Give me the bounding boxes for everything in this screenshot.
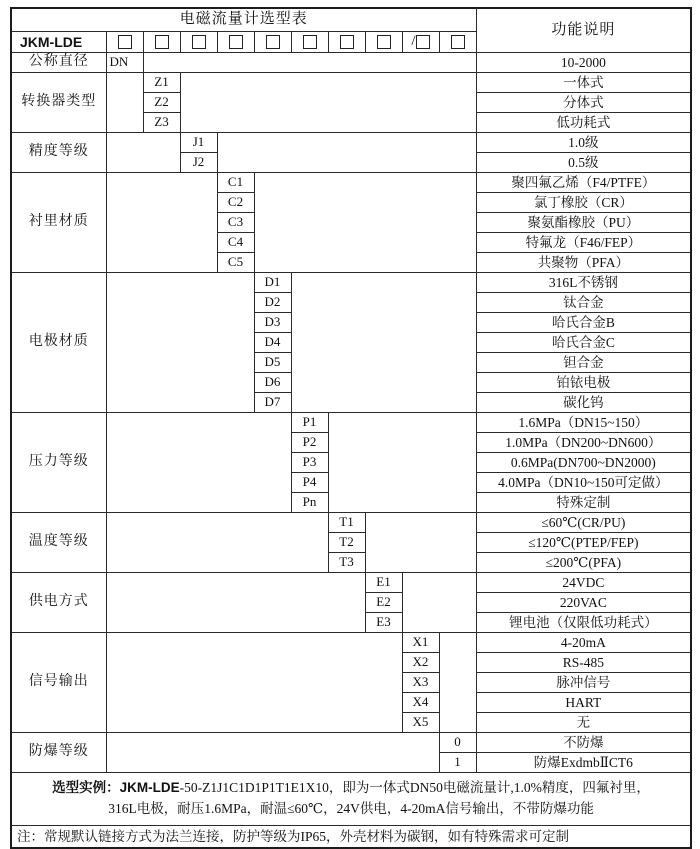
- desc-cell: 4-20mA: [476, 633, 691, 653]
- spacer-cell: [106, 133, 180, 173]
- code-cell: E1: [365, 573, 402, 593]
- code-cell: X2: [402, 653, 439, 673]
- model-code-box-7[interactable]: [328, 32, 365, 53]
- desc-cell: 1.0级: [476, 133, 691, 153]
- example-rest: -50-Z1J1C1D1P1T1E1X10，即为一体式DN50电磁流量计,1.0%精度，四氟衬里，: [179, 780, 650, 796]
- spacer-cell: [106, 273, 254, 413]
- code-cell: T3: [328, 553, 365, 573]
- selection-example-text: [11, 773, 691, 826]
- model-code-box-5[interactable]: [254, 32, 291, 53]
- desc-cell: 特殊定制: [476, 493, 691, 513]
- spacer-cell: [328, 413, 476, 513]
- model-code-box-6[interactable]: [291, 32, 328, 53]
- model-code-box-9[interactable]: [402, 32, 439, 53]
- code-cell: D2: [254, 293, 291, 313]
- code-cell: T1: [328, 513, 365, 533]
- table-title: 电磁流量计选型表: [11, 8, 476, 32]
- spacer-cell: [106, 173, 217, 273]
- code-cell: D3: [254, 313, 291, 333]
- checkbox-icon: [416, 35, 430, 49]
- model-code-box-2[interactable]: [143, 32, 180, 53]
- code-cell: P2: [291, 433, 328, 453]
- spacer-cell: [402, 573, 476, 633]
- code-cell: D1: [254, 273, 291, 293]
- spacer-cell: [291, 273, 476, 413]
- checkbox-icon: [451, 35, 465, 49]
- code-cell: D4: [254, 333, 291, 353]
- selection-table: [10, 7, 692, 849]
- desc-cell: 一体式: [476, 73, 691, 93]
- desc-cell: 0.5级: [476, 153, 691, 173]
- desc-cell: 哈氏合金B: [476, 313, 691, 333]
- code-cell: X5: [402, 713, 439, 733]
- category-label-accuracy: 精度等级: [11, 133, 106, 173]
- spacer-cell: [365, 513, 476, 573]
- code-cell: 1: [439, 753, 476, 773]
- code-cell: 0: [439, 733, 476, 753]
- model-code-box-1[interactable]: [106, 32, 143, 53]
- code-cell: C5: [217, 253, 254, 273]
- spacer-cell: [106, 73, 143, 133]
- code-cell: J2: [180, 153, 217, 173]
- category-label-converter: 转换器类型: [11, 73, 106, 133]
- category-label-temperature: 温度等级: [11, 513, 106, 573]
- code-cell: C2: [217, 193, 254, 213]
- spacer-cell: [106, 733, 439, 773]
- desc-cell: ≤120℃(PTEP/FEP): [476, 533, 691, 553]
- checkbox-icon: [229, 35, 243, 49]
- checkbox-icon: [303, 35, 317, 49]
- model-code-box-8[interactable]: [365, 32, 402, 53]
- desc-cell: 锂电池（仅限低功耗式）: [476, 613, 691, 633]
- code-cell: C3: [217, 213, 254, 233]
- code-cell: P1: [291, 413, 328, 433]
- desc-cell: 聚氨酯橡胶（PU）: [476, 213, 691, 233]
- desc-cell: 共聚物（PFA）: [476, 253, 691, 273]
- desc-cell: 24VDC: [476, 573, 691, 593]
- model-code-box-3[interactable]: [180, 32, 217, 53]
- desc-cell: 低功耗式: [476, 113, 691, 133]
- category-label-electrode: 电极材质: [11, 273, 106, 413]
- example-line2: 316L电极，耐压1.6MPa，耐温≤60℃，24V供电，4-20mA信号输出，不带防爆功能: [108, 801, 594, 816]
- code-cell: D5: [254, 353, 291, 373]
- desc-cell: 哈氏合金C: [476, 333, 691, 353]
- desc-cell: 特氟龙（F46/FEP）: [476, 233, 691, 253]
- desc-cell: 钛合金: [476, 293, 691, 313]
- code-cell: D6: [254, 373, 291, 393]
- model-code-box-10[interactable]: [439, 32, 476, 53]
- code-cell: E3: [365, 613, 402, 633]
- code-cell: X3: [402, 673, 439, 693]
- code-cell: P3: [291, 453, 328, 473]
- desc-cell: ≤60℃(CR/PU): [476, 513, 691, 533]
- code-cell: Z1: [143, 73, 180, 93]
- spacer-cell: [106, 513, 328, 573]
- checkbox-icon: [155, 35, 169, 49]
- example-model: JKM-LDE: [119, 780, 180, 796]
- desc-cell: 无: [476, 713, 691, 733]
- spacer-cell: [180, 73, 476, 133]
- spacer-cell: [106, 573, 365, 633]
- desc-cell: 316L不锈钢: [476, 273, 691, 293]
- category-label-liner: 衬里材质: [11, 173, 106, 273]
- desc-cell: 不防爆: [476, 733, 691, 753]
- spacer-cell: [439, 633, 476, 733]
- code-cell: X1: [402, 633, 439, 653]
- spacer-cell: [254, 173, 476, 273]
- desc-cell: 铂铱电极: [476, 373, 691, 393]
- checkbox-icon: [340, 35, 354, 49]
- code-cell: Pn: [291, 493, 328, 513]
- code-cell: X4: [402, 693, 439, 713]
- code-cell: DN: [106, 53, 143, 73]
- category-label-diameter: 公称直径: [11, 53, 106, 73]
- desc-cell: 0.6MPa(DN700~DN2000): [476, 453, 691, 473]
- desc-cell: 聚四氟乙烯（F4/PTFE）: [476, 173, 691, 193]
- desc-cell: 钽合金: [476, 353, 691, 373]
- model-code-box-4[interactable]: [217, 32, 254, 53]
- slash-mark: /: [411, 33, 416, 50]
- desc-cell: 220VAC: [476, 593, 691, 613]
- code-cell: E2: [365, 593, 402, 613]
- code-cell: T2: [328, 533, 365, 553]
- code-cell: C4: [217, 233, 254, 253]
- function-column-header: 功能说明: [476, 8, 691, 53]
- desc-cell: RS-485: [476, 653, 691, 673]
- desc-cell: 1.6MPa（DN15~150）: [476, 413, 691, 433]
- code-cell: C1: [217, 173, 254, 193]
- desc-cell: 分体式: [476, 93, 691, 113]
- checkbox-icon: [118, 35, 132, 49]
- code-cell: P4: [291, 473, 328, 493]
- desc-cell: 4.0MPa（DN10~150可定做）: [476, 473, 691, 493]
- spacer-cell: [106, 633, 402, 733]
- code-cell: Z3: [143, 113, 180, 133]
- desc-cell: 1.0MPa（DN200~DN600）: [476, 433, 691, 453]
- footnote-text: 注：常规默认链接方式为法兰连接，防护等级为IP65，外壳材料为碳钢，如有特殊需求可定制: [11, 826, 691, 849]
- desc-cell: HART: [476, 693, 691, 713]
- spacer-cell: [143, 53, 476, 73]
- desc-cell: 10-2000: [476, 53, 691, 73]
- code-cell: Z2: [143, 93, 180, 113]
- example-prefix: 选型实例：: [52, 780, 120, 796]
- category-label-pressure: 压力等级: [11, 413, 106, 513]
- checkbox-icon: [192, 35, 206, 49]
- code-cell: D7: [254, 393, 291, 413]
- desc-cell: 碳化钨: [476, 393, 691, 413]
- spacer-cell: [217, 133, 476, 173]
- spacer-cell: [106, 413, 291, 513]
- desc-cell: ≤200℃(PFA): [476, 553, 691, 573]
- checkbox-icon: [266, 35, 280, 49]
- category-label-explosion-proof: 防爆等级: [11, 733, 106, 773]
- category-label-signal: 信号输出: [11, 633, 106, 733]
- model-prefix-label: JKM-LDE: [11, 32, 106, 53]
- desc-cell: 氯丁橡胶（CR）: [476, 193, 691, 213]
- code-cell: J1: [180, 133, 217, 153]
- checkbox-icon: [377, 35, 391, 49]
- desc-cell: 防爆ExdmbⅡCT6: [476, 753, 691, 773]
- category-label-power: 供电方式: [11, 573, 106, 633]
- desc-cell: 脉冲信号: [476, 673, 691, 693]
